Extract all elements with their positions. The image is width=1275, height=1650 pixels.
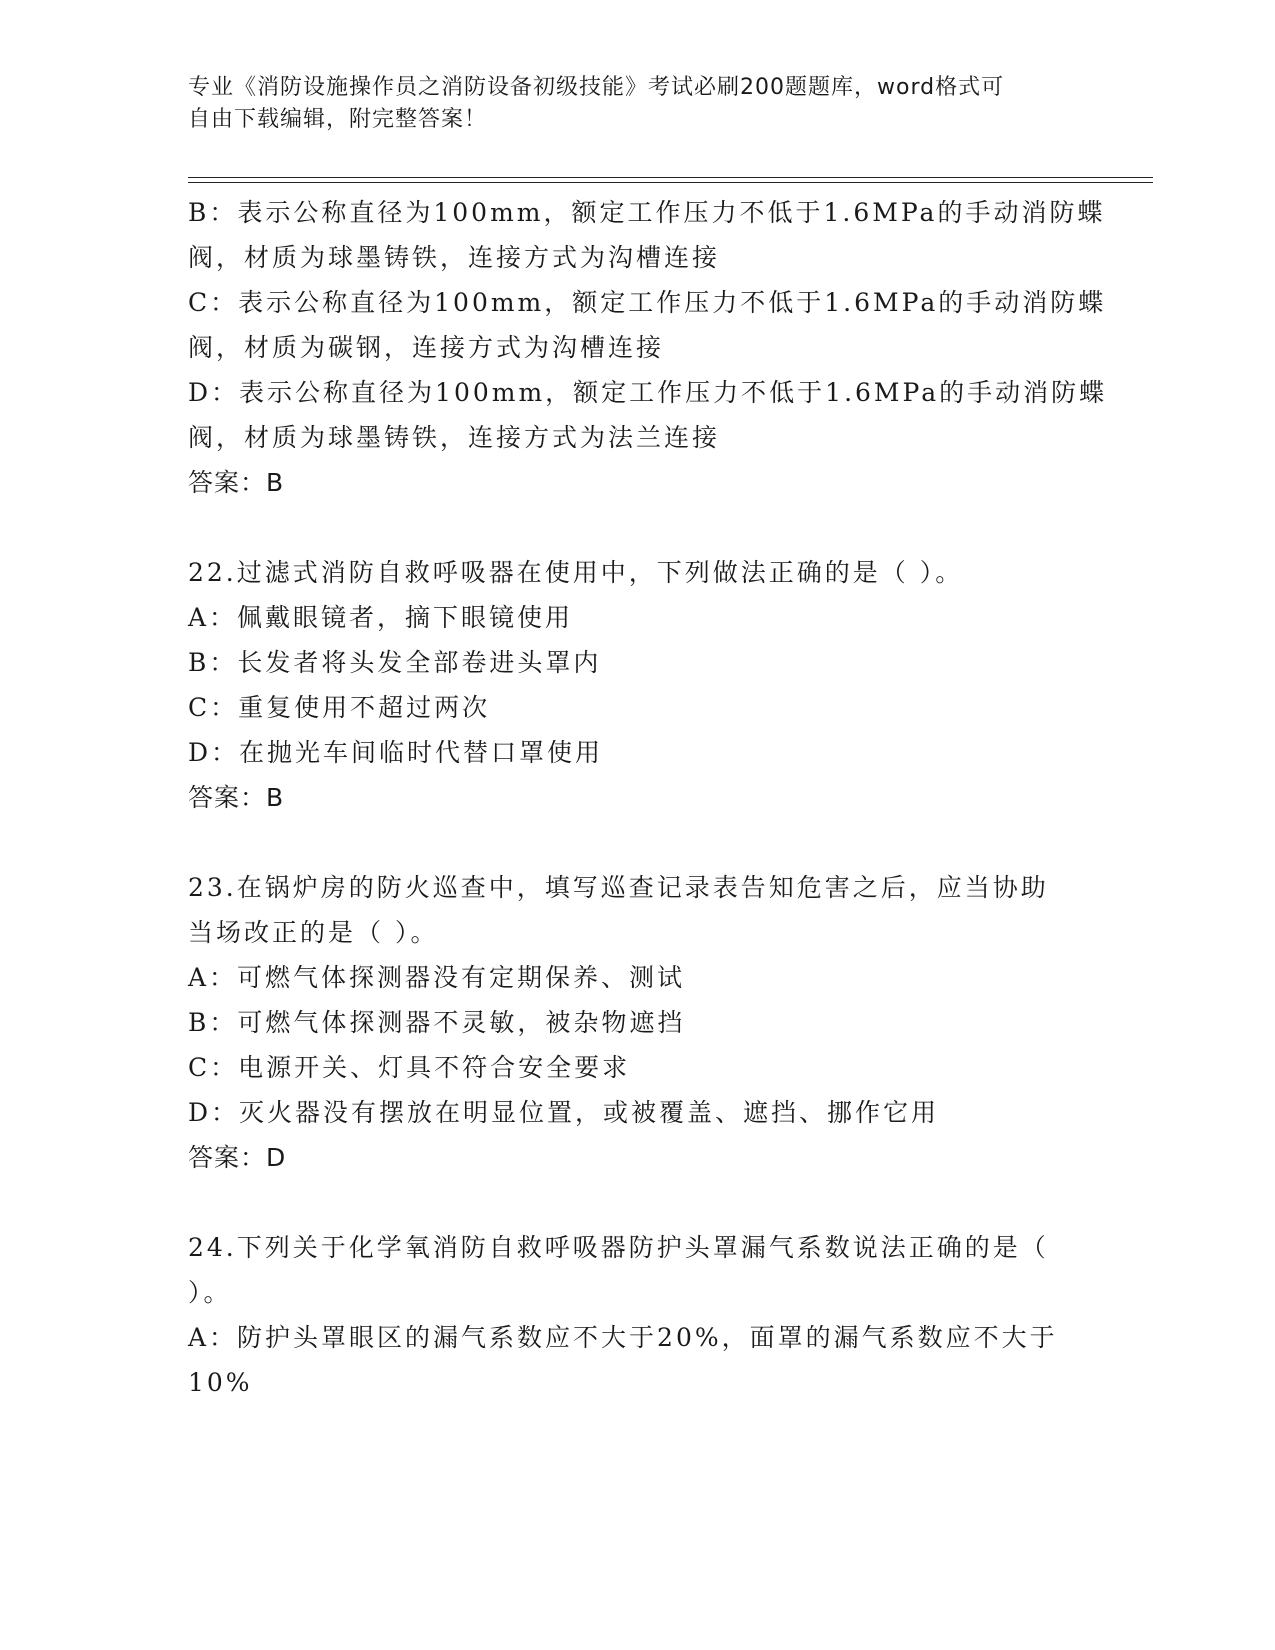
question-21-continued bbox=[188, 190, 1108, 505]
q24-question-line-1: 24.下列关于化学氧消防自救呼吸器防护头罩漏气系数说法正确的是（ bbox=[188, 1233, 1049, 1262]
q23-option-b: B：可燃气体探测器不灵敏，被杂物遮挡 bbox=[188, 1008, 686, 1037]
q24-option-a-line-1: A：防护头罩眼区的漏气系数应不大于20%，面罩的漏气系数应不大于 bbox=[188, 1323, 1058, 1352]
q23-question-line-1: 23.在锅炉房的防火巡查中，填写巡查记录表告知危害之后，应当协助 bbox=[188, 873, 1049, 902]
page-header bbox=[188, 72, 1068, 136]
q21-option-b-line-1: B：表示公称直径为100mm，额定工作压力不低于1.6MPa的手动消防蝶 bbox=[188, 198, 1106, 227]
q23-option-c: C：电源开关、灯具不符合安全要求 bbox=[188, 1053, 631, 1082]
question-22 bbox=[188, 550, 1088, 820]
q21-option-c-line-2: 阀，材质为碳钢，连接方式为沟槽连接 bbox=[188, 333, 665, 362]
q22-option-d: D：在抛光车间临时代替口罩使用 bbox=[188, 738, 604, 767]
q22-option-a: A：佩戴眼镜者，摘下眼镜使用 bbox=[188, 603, 574, 632]
spacer bbox=[188, 1180, 1088, 1225]
q24-option-a-line-2: 10% bbox=[188, 1368, 253, 1397]
header-title-line-2: 自由下载编辑，附完整答案！ bbox=[188, 107, 488, 132]
q22-option-c: C：重复使用不超过两次 bbox=[188, 693, 491, 722]
q21-option-d-line-1: D：表示公称直径为100mm，额定工作压力不低于1.6MPa的手动消防蝶 bbox=[188, 378, 1108, 407]
q23-answer: 答案：D bbox=[188, 1143, 287, 1172]
q22-answer: 答案：B bbox=[188, 783, 285, 812]
q21-option-b-line-2: 阀，材质为球墨铸铁，连接方式为沟槽连接 bbox=[188, 243, 721, 272]
header-title-line-1: 专业《消防设施操作员之消防设备初级技能》考试必刷200题题库，word格式可 bbox=[188, 75, 1005, 100]
header-divider-top bbox=[188, 177, 1153, 178]
document-body bbox=[188, 190, 1108, 1405]
q22-option-b: B：长发者将头发全部卷进头罩内 bbox=[188, 648, 602, 677]
q24-question-line-2: ）。 bbox=[188, 1278, 232, 1307]
q23-option-a: A：可燃气体探测器没有定期保养、测试 bbox=[188, 963, 686, 992]
question-23 bbox=[188, 865, 1088, 1180]
q21-answer: 答案：B bbox=[188, 468, 285, 497]
q21-option-c-line-1: C：表示公称直径为100mm，额定工作压力不低于1.6MPa的手动消防蝶 bbox=[188, 288, 1107, 317]
q22-question: 22.过滤式消防自救呼吸器在使用中，下列做法正确的是（ ）。 bbox=[188, 558, 964, 587]
q21-option-d-line-2: 阀，材质为球墨铸铁，连接方式为法兰连接 bbox=[188, 423, 721, 452]
spacer bbox=[188, 505, 1088, 550]
q23-question-line-2: 当场改正的是（ ）。 bbox=[188, 918, 439, 947]
q23-option-d: D：灭火器没有摆放在明显位置，或被覆盖、遮挡、挪作它用 bbox=[188, 1098, 940, 1127]
question-24 bbox=[188, 1225, 1088, 1405]
header-divider-bottom bbox=[188, 182, 1153, 183]
spacer bbox=[188, 820, 1088, 865]
